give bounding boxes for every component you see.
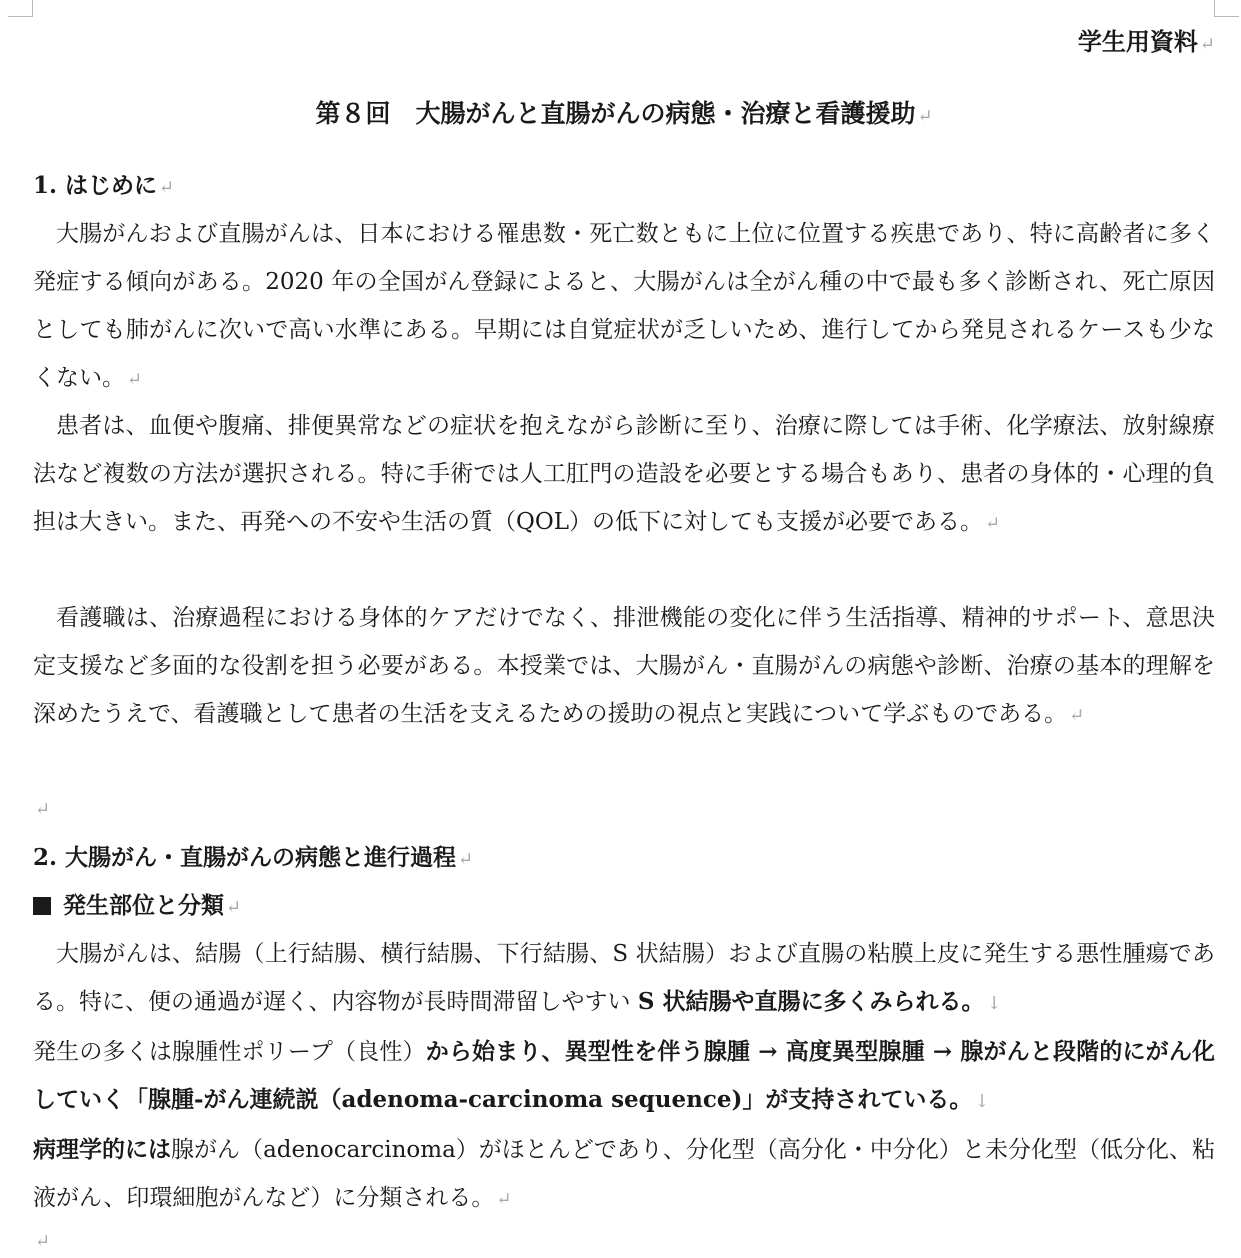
intro-paragraph-3: 看護職は、治療過程における身体的ケアだけでなく、排泄機能の変化に伴う生活指導、精神的サポート、意思決定支援など多面的な役割を担う必要がある。本授業では、大腸がん・直腸がんの病態や診断、治療の基本的理解を深めたうえで、看護職として患者の生活を支えるための援助の視点と実践について学ぶものである。 ↵ (33, 605, 1215, 727)
pathology-paragraph: 大腸がんは、結腸（上行結腸、横行結腸、下行結腸、S 状結腸）および直腸の粘膜上皮に発生する悪性腫瘍である。特に、便の通過が遅く、内容物が長時間滞留しやすい S 状結腸や直腸に多くみられる。 ↓ 発生の多くは腺腫性ポリープ（良性）から始まり、異型性を伴う腺腫 → 高度異型腺腫 → 腺がんと段階的にがん化していく「腺腫-がん連続説（adenoma-carcinoma sequence)」が支持されている。 ↓ 病理学的には腺がん（adenocarcinoma）がほとんどであり、分化型（高分化・中分化）と未分化型（低分化、粘液がん、印環細胞がんなど）に分類される。 ↵ (33, 941, 1216, 1211)
intro-paragraph-2: 患者は、血便や腹痛、排便異常などの症状を抱えながら診断に至り、治療に際しては手術、化学療法、放射線療法など複数の方法が選択される。特に手術では人工肛門の造設を必要とする場合もあり、患者の身体的・心理的負担は大きい。また、再発への不安や生活の質（QOL）の低下に対しても支援が必要である。 ↵ (33, 413, 1215, 535)
crop-mark-top-right (1214, 0, 1239, 17)
empty-paragraph: ↵ (35, 799, 51, 820)
header-label: 学生用資料 ↵ (1077, 27, 1215, 56)
intro-paragraph-1: 大腸がんおよび直腸がんは、日本における罹患数・死亡数ともに上位に位置する疾患であり、特に高齢者に多く発症する傾向がある。2020 年の全国がん登録によると、大腸がんは全がん種の中で最も多く診断され、死亡原因としても肺がんに次いで高い水準にある。早期には自覚症状が乏しいため、進行してから発見されるケースも少なくない。 ↵ (33, 221, 1215, 391)
empty-paragraph-bottom: ↵ (35, 1231, 51, 1252)
crop-mark-top-left (8, 0, 33, 17)
section-heading-intro: 1. はじめに ↵ (33, 172, 175, 199)
subheading-site-classification: 発生部位と分類 ↵ (33, 890, 241, 924)
section-heading-pathology: 2. 大腸がん・直腸がんの病態と進行過程 ↵ (33, 844, 474, 871)
document-title: 第８回 大腸がんと直腸がんの病態・治療と看護援助 ↵ (315, 99, 933, 128)
black-square-bullet-icon (33, 897, 51, 915)
